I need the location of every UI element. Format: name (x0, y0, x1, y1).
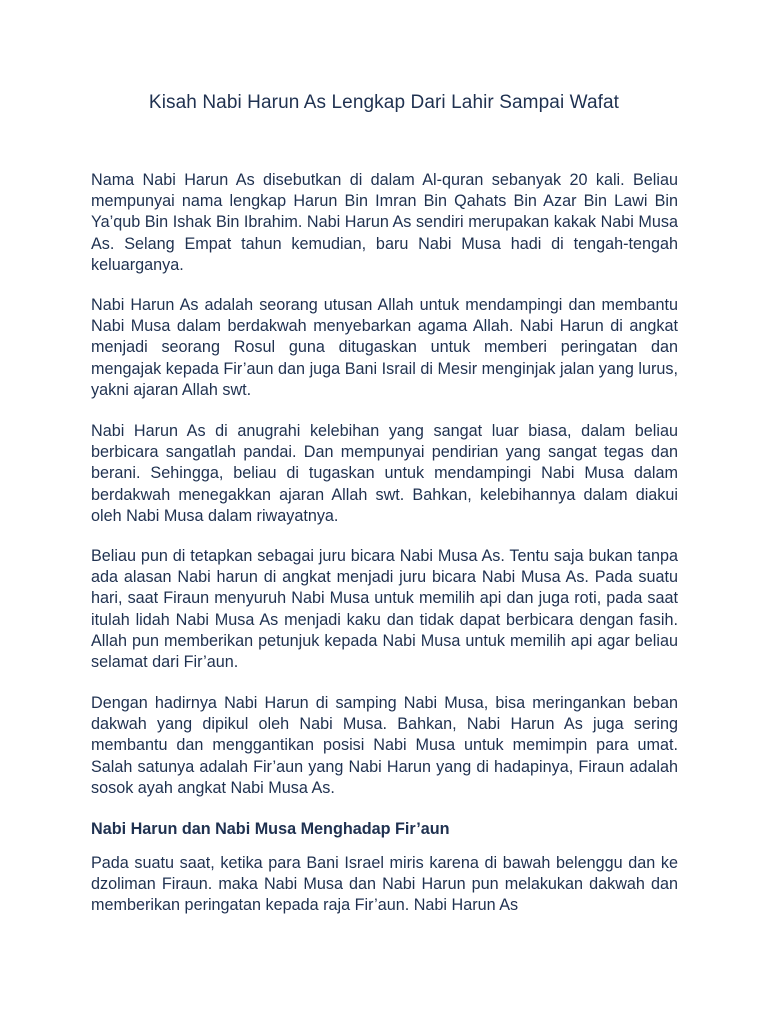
document-title: Kisah Nabi Harun As Lengkap Dari Lahir Sampai Wafat (148, 92, 620, 113)
paragraph-4: Beliau pun di tetapkan sebagai juru bicara Nabi Musa As. Tentu saja bukan tanpa ada alasan Nabi harun di angkat menjadi juru bicara Nabi Musa As. Pada suatu hari, saat Firaun menyuruh Nabi Musa untuk memilih api dan juga roti, pada saat itulah lidah Nabi Musa As menjadi kaku dan tidak dapat berbicara dengan fasih. Allah pun memberikan petunjuk kepada Nabi Musa untuk memilih api agar beliau selamat dari Fir’aun. (91, 547, 678, 672)
section-paragraph: Pada suatu saat, ketika para Bani Israel miris karena di bawah belenggu dan ke dzoliman Firaun. maka Nabi Musa dan Nabi Harun pun melakukan dakwah dan memberikan peringatan kepada raja Fir’aun. Nabi Harun As (91, 854, 678, 915)
section-heading: Nabi Harun dan Nabi Musa Menghadap Fir’aun (91, 820, 450, 838)
paragraph-3: Nabi Harun As di anugrahi kelebihan yang sangat luar biasa, dalam beliau berbicara sangatlah pandai. Dan mempunyai pendirian yang sangat tegas dan berani. Sehingga, beliau di tugaskan untuk mendampingi Nabi Musa dalam berdakwah menegakkan ajaran Allah swt. Bahkan, kelebihannya dalam diakui oleh Nabi Musa dalam riwayatnya. (91, 422, 678, 525)
paragraph-2: Nabi Harun As adalah seorang utusan Allah untuk mendampingi dan membantu Nabi Musa dalam berdakwah menyebarkan agama Allah. Nabi Harun di angkat menjadi seorang Rosul guna ditugaskan untuk memberi peringatan dan mengajak kepada Fir’aun dan juga Bani Israil di Mesir menginjak jalan yang lurus, yakni ajaran Allah swt. (91, 296, 678, 399)
paragraph-1: Nama Nabi Harun As disebutkan di dalam Al-quran sebanyak 20 kali. Beliau mempunyai nama lengkap Harun Bin Imran Bin Qahats Bin Azar Bin Lawi Bin Ya’qub Bin Ishak Bin Ibrahim. Nabi Harun As sendiri merupakan kakak Nabi Musa As. Selang Empat tahun kemudian, baru Nabi Musa hadi di tengah-tengah keluarganya. (91, 171, 678, 274)
paragraph-5: Dengan hadirnya Nabi Harun di samping Nabi Musa, bisa meringankan beban dakwah yang dipikul oleh Nabi Musa. Bahkan, Nabi Harun As juga sering membantu dan menggantikan posisi Nabi Musa untuk memimpin para umat. Salah satunya adalah Fir’aun yang Nabi Harun yang di hadapinya, Firaun adalah sosok ayah angkat Nabi Musa As. (91, 694, 678, 797)
